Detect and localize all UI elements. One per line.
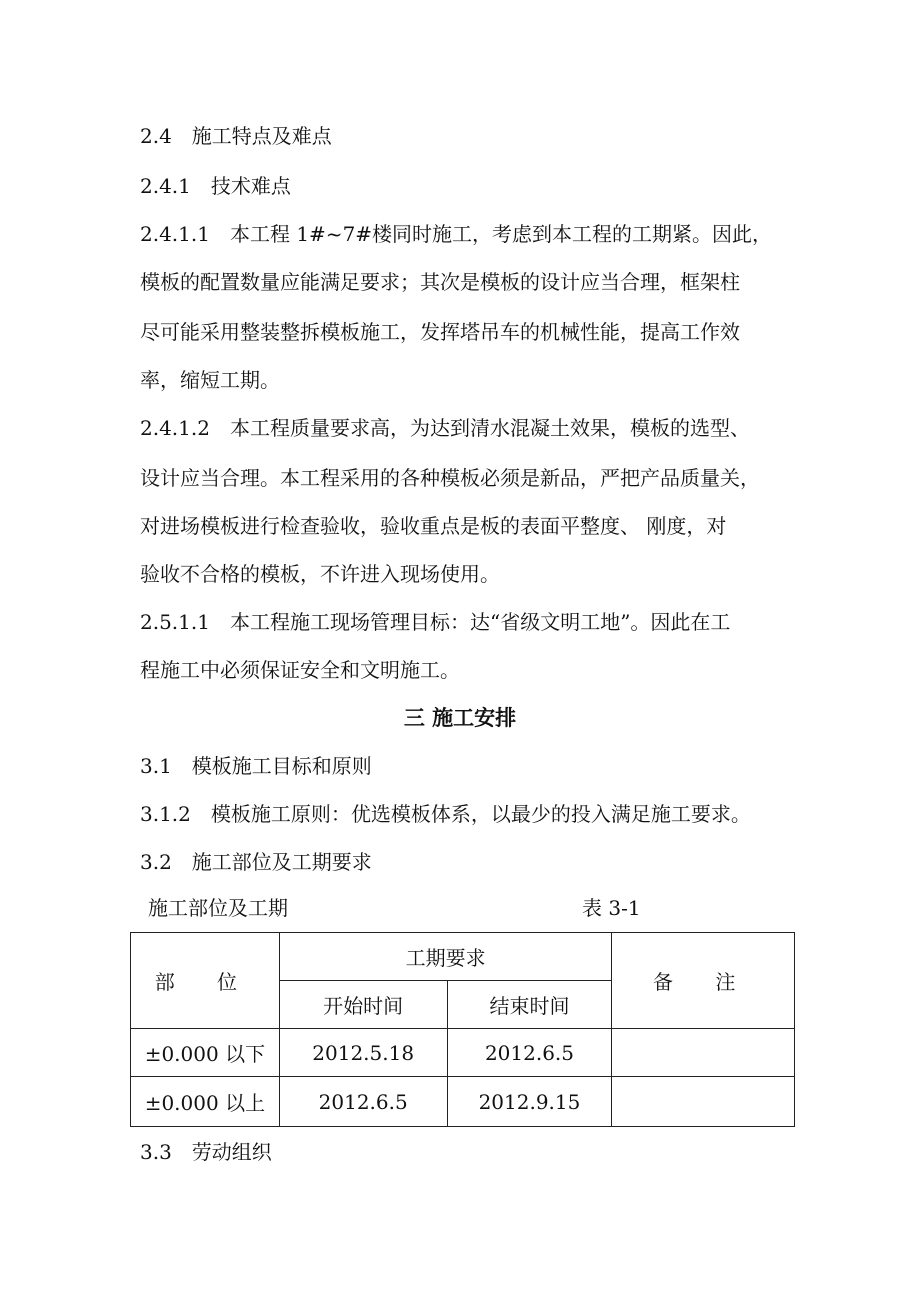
paragraph-2-5-1-1-line-2: 程施工中必须保证安全和文明施工。 bbox=[140, 658, 460, 682]
section-heading-3-3: 3.3 劳动组织 bbox=[140, 1140, 272, 1164]
paragraph-2-4-1-1-line-2: 模板的配置数量应能满足要求；其次是模板的设计应当合理，框架柱 bbox=[140, 270, 740, 294]
paragraph-3-1-2: 3.1.2 模板施工原则：优选模板体系，以最少的投入满足施工要求。 bbox=[140, 802, 751, 826]
table-row bbox=[131, 1077, 795, 1127]
table-number: 表 3-1 bbox=[582, 896, 641, 920]
row-part-cell: ±0.000 以上 bbox=[131, 1077, 280, 1127]
header-remark-label: 备 注 bbox=[653, 970, 754, 994]
header-end-cell: 结束时间 bbox=[447, 981, 612, 1029]
header-start-cell: 开始时间 bbox=[279, 981, 447, 1029]
paragraph-2-4-1-2-line-2: 设计应当合理。本工程采用的各种模板必须是新品，严把产品质量关， bbox=[140, 466, 760, 490]
paragraph-2-5-1-1-line-1: 2.5.1.1 本工程施工现场管理目标：达“省级文明工地”。因此在工 bbox=[140, 610, 731, 634]
paragraph-2-4-1-1-line-4: 率，缩短工期。 bbox=[140, 368, 280, 392]
row-part-cell: ±0.000 以下 bbox=[131, 1029, 280, 1077]
row-remark-cell bbox=[612, 1029, 795, 1077]
table-header-row bbox=[131, 933, 795, 981]
paragraph-2-4-1-1-line-3: 尽可能采用整装整拆模板施工，发挥塔吊车的机械性能，提高工作效 bbox=[140, 320, 740, 344]
header-part-cell bbox=[131, 933, 280, 1029]
schedule-table bbox=[130, 932, 795, 1127]
section-heading-2-4: 2.4 施工特点及难点 bbox=[140, 124, 332, 148]
paragraph-2-4-1-2-line-4: 验收不合格的模板，不许进入现场使用。 bbox=[140, 562, 500, 586]
row-start-cell: 2012.6.5 bbox=[279, 1077, 447, 1127]
paragraph-2-4-1-2-line-3: 对进场模板进行检查验收，验收重点是板的表面平整度、 刚度，对 bbox=[140, 514, 727, 538]
header-remark-cell bbox=[612, 933, 795, 1029]
header-period-cell: 工期要求 bbox=[279, 933, 612, 981]
row-remark-cell bbox=[612, 1077, 795, 1127]
row-end-cell: 2012.9.15 bbox=[447, 1077, 612, 1127]
section-heading-3-2: 3.2 施工部位及工期要求 bbox=[140, 850, 372, 874]
row-start-cell: 2012.5.18 bbox=[279, 1029, 447, 1077]
section-heading-2-4-1: 2.4.1 技术难点 bbox=[140, 174, 291, 198]
paragraph-2-4-1-1-line-1: 2.4.1.1 本工程 1#~7#楼同时施工，考虑到本工程的工期紧。因此， bbox=[140, 222, 773, 246]
section-heading-3-1: 3.1 模板施工目标和原则 bbox=[140, 754, 372, 778]
paragraph-2-4-1-2-line-1: 2.4.1.2 本工程质量要求高，为达到清水混凝土效果，模板的选型、 bbox=[140, 416, 750, 440]
chapter-3-title: 三 施工安排 bbox=[403, 706, 517, 730]
header-part-label: 部 位 bbox=[154, 970, 256, 994]
table-row bbox=[131, 1029, 795, 1077]
row-end-cell: 2012.6.5 bbox=[447, 1029, 612, 1077]
table-caption: 施工部位及工期 bbox=[148, 896, 288, 920]
